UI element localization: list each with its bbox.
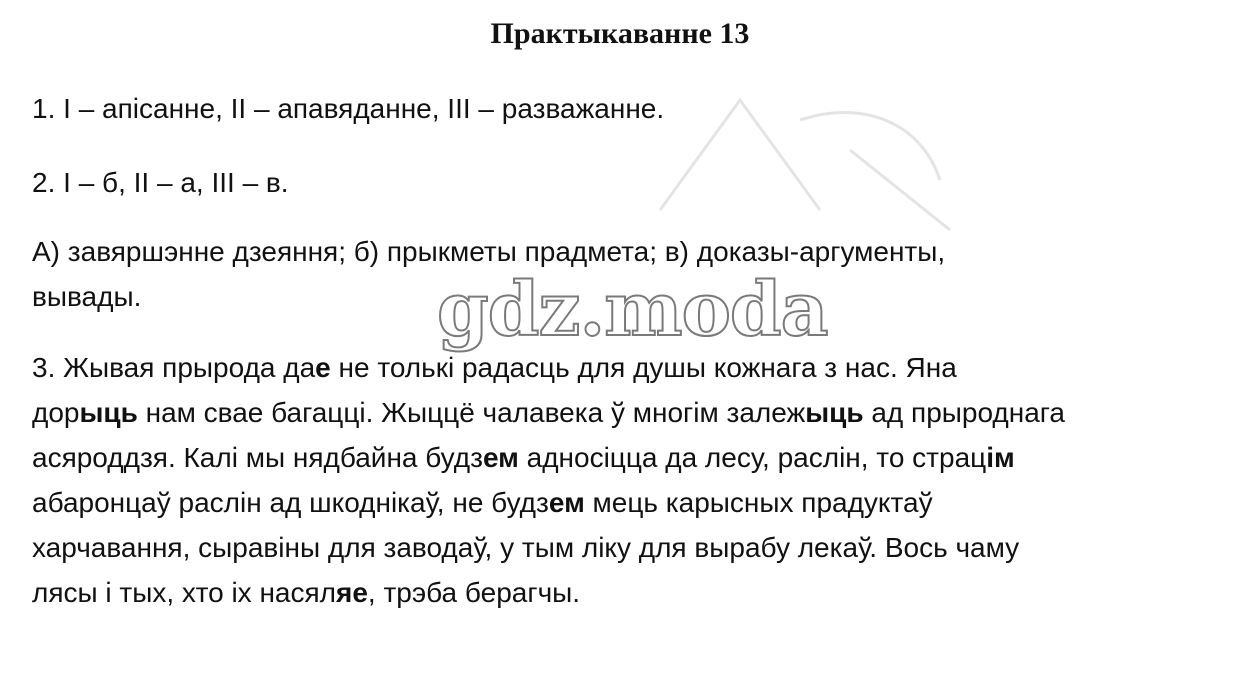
- bold-ending: яе: [336, 577, 368, 608]
- text: ад прыроднага: [863, 397, 1065, 428]
- answer-3-line-6: [32, 570, 1232, 615]
- bold-ending: е: [315, 352, 331, 383]
- text: 3. Жывая прырода да: [32, 352, 316, 383]
- answer-3-line-1: [32, 345, 1232, 390]
- bold-ending: ыць: [79, 397, 138, 428]
- watermark-logo: gdz.moda: [437, 267, 828, 353]
- text: , трэба берагчы.: [367, 577, 581, 608]
- page-title: Практыкаванне 13: [490, 17, 750, 50]
- answer-2: 2. I – б, II – а, III – в.: [32, 167, 289, 198]
- answer-3-line-5: харчавання, сыравіны для заводаў, у тым ліку для вырабу лекаў. Вось чаму: [32, 532, 1020, 563]
- text: асяроддзя. Калі мы нядбайна будз: [32, 442, 483, 473]
- text: адносіцца да лесу, раслін, то страц: [518, 442, 987, 473]
- answer-3-line-2: [32, 390, 1232, 435]
- bold-ending: ыць: [805, 397, 864, 428]
- bold-ending: ем: [548, 487, 585, 518]
- bold-ending: ім: [986, 442, 1015, 473]
- answer-note: [32, 229, 1232, 319]
- note-line-1: А) завяршэнне дзеяння; б) прыкметы прадмета; в) доказы-аргументы,: [32, 236, 946, 267]
- text: абаронцаў раслін ад шкоднікаў, не будз: [32, 487, 549, 518]
- answer-1: 1. I – апісанне, II – апавяданне, III – разважанне.: [32, 93, 665, 124]
- text: не толькі радасць для душы кожнага з нас. Яна: [330, 352, 957, 383]
- answer-3-line-3: [32, 435, 1232, 480]
- answer-3: [32, 345, 1232, 615]
- text: мець карысных прадуктаў: [584, 487, 933, 518]
- text: лясы і тых, хто іх насял: [32, 577, 336, 608]
- note-line-2: вывады.: [32, 281, 142, 312]
- answer-3-line-4: [32, 480, 1232, 525]
- text: дор: [32, 397, 80, 428]
- bold-ending: ем: [482, 442, 519, 473]
- text: нам свае багацці. Жыццё чалавека ў многім залеж: [137, 397, 806, 428]
